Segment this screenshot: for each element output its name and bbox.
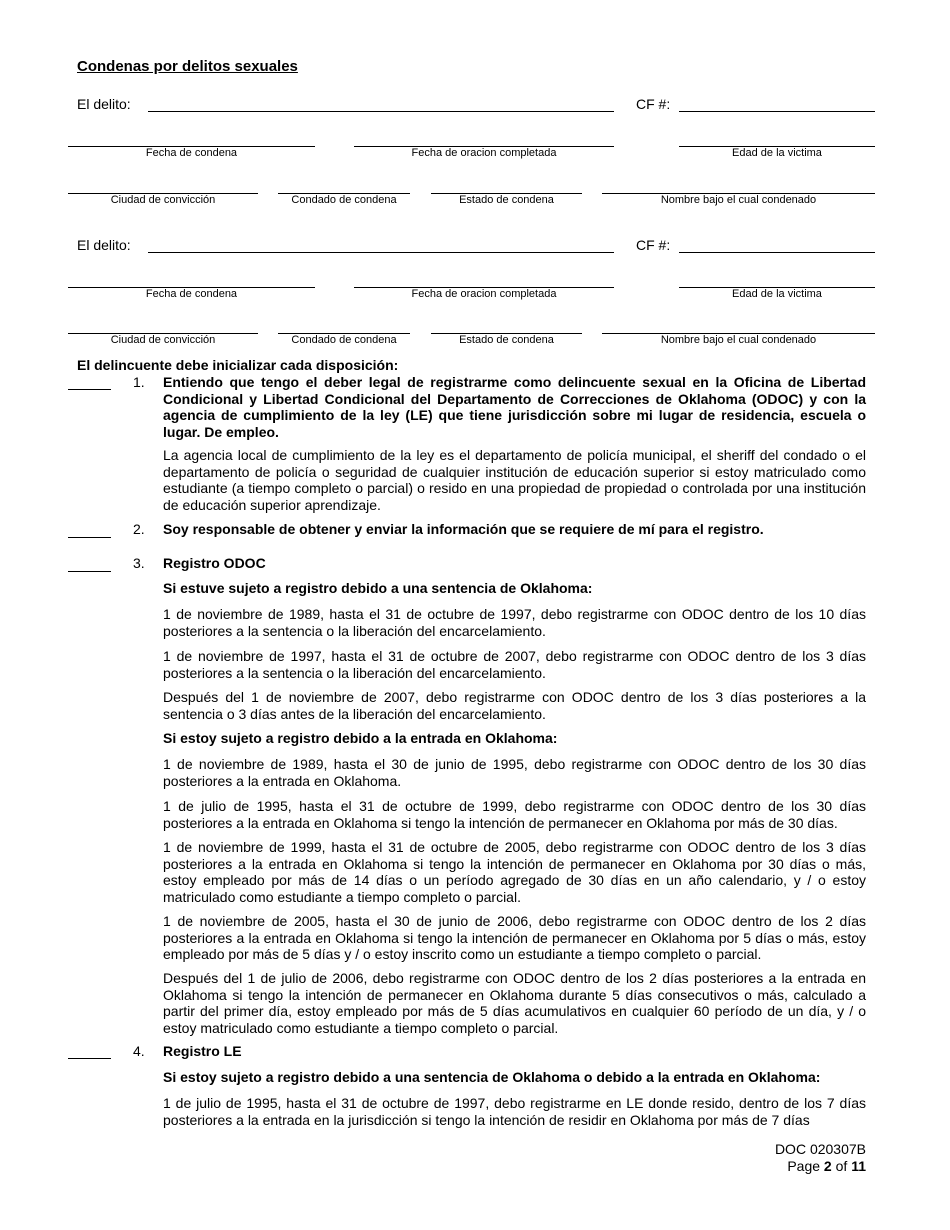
convicted-name-caption: Nombre bajo el cual condenado bbox=[660, 194, 817, 206]
cf-number-field[interactable] bbox=[679, 252, 875, 253]
item-1-paragraph: La agencia local de cumplimiento de la ley es el departamento de policía municipal, el sheriff del condado o el departamento de policía o seguridad de cualquier institución de educación superior si estoy matriculado como estudiante (a tiempo completo o parcial) o resido en una propiedad de propiedad o controlada por una institución de educación superior aprendizaje. bbox=[163, 447, 866, 513]
item-3-paragraph: Después del 1 de noviembre de 2007, debo registrarme con ODOC dentro de los 3 días posteriores a la sentencia o 3 días antes de la liberación del encarcelamiento. bbox=[163, 689, 866, 722]
conviction-city-caption: Ciudad de convicción bbox=[110, 194, 216, 206]
page-current: 2 bbox=[823, 1158, 832, 1174]
victim-age-caption: Edad de la victima bbox=[732, 288, 822, 300]
offense-field[interactable] bbox=[148, 252, 614, 253]
conviction-date-caption: Fecha de condena bbox=[145, 147, 238, 159]
item-number: 4. bbox=[133, 1043, 145, 1059]
cf-label: CF #: bbox=[636, 237, 671, 253]
conviction-state-caption: Estado de condena bbox=[459, 194, 554, 206]
initials-heading: El delincuente debe inicializar cada disposición: bbox=[77, 357, 399, 373]
conviction-county-caption: Condado de condena bbox=[291, 334, 397, 346]
item-number: 2. bbox=[133, 521, 145, 537]
item-3-paragraph: 1 de julio de 1995, hasta el 31 de octubre de 1999, debo registrarme con ODOC dentro de los 30 días posteriores a la entrada en Oklahoma si tengo la intención de permanecer en Oklahoma por más de 30 días. bbox=[163, 798, 866, 831]
item-3-paragraph: 1 de noviembre de 1989, hasta el 31 de octubre de 1997, debo registrarme con ODOC dentro de los 10 días posteriores a la sentencia o la liberación del encarcelamiento. bbox=[163, 606, 866, 639]
item-3-subheading-sentence: Si estuve sujeto a registro debido a una sentencia de Oklahoma: bbox=[163, 580, 593, 596]
document-number: DOC 020307B bbox=[774, 1141, 866, 1157]
item-3-paragraph: 1 de noviembre de 1989, hasta el 30 de junio de 1995, debo registrarme con ODOC dentro de los 30 días posteriores a la entrada en Oklahoma. bbox=[163, 756, 866, 789]
item-4-title: Registro LE bbox=[163, 1043, 242, 1059]
initials-field-3[interactable] bbox=[68, 571, 111, 572]
page-word: Page bbox=[787, 1158, 821, 1174]
item-3-paragraph: 1 de noviembre de 2005, hasta el 30 de junio de 2006, debo registrarme con ODOC dentro de los 2 días posteriores a la entrada en Oklahoma si tengo la intención de permanecer en Oklahoma por 5 días o más, estoy empleado por más de 5 días y / o estoy inscrito como un estudiante a tiempo completo o parcial. bbox=[163, 913, 866, 962]
cf-label: CF #: bbox=[636, 96, 671, 112]
item-3-title: Registro ODOC bbox=[163, 555, 266, 571]
item-4-subheading: Si estoy sujeto a registro debido a una sentencia de Oklahoma o debido a la entrada en Oklahoma: bbox=[163, 1069, 821, 1085]
item-4-paragraph: 1 de julio de 1995, hasta el 31 de octubre de 1997, debo registrarme en LE donde resido, dentro de los 7 días posteriores a la entrada en la jurisdicción si tengo la intención de residir en Oklahoma por más de 7 días bbox=[163, 1095, 866, 1128]
item-number: 1. bbox=[133, 374, 145, 390]
conviction-date-caption: Fecha de condena bbox=[145, 288, 238, 300]
item-3-paragraph: 1 de noviembre de 1997, hasta el 31 de octubre de 2007, debo registrarme con ODOC dentro de los 3 días posteriores a la sentencia o la liberación del encarcelamiento. bbox=[163, 648, 866, 681]
convicted-name-caption: Nombre bajo el cual condenado bbox=[660, 334, 817, 346]
page-of: of bbox=[835, 1158, 848, 1174]
item-2-statement: Soy responsable de obtener y enviar la información que se requiere de mí para el registro. bbox=[163, 521, 764, 537]
initials-field-4[interactable] bbox=[68, 1058, 111, 1059]
initials-field-2[interactable] bbox=[68, 537, 111, 538]
conviction-state-caption: Estado de condena bbox=[459, 334, 554, 346]
cf-number-field[interactable] bbox=[679, 111, 875, 112]
item-3-paragraph: 1 de noviembre de 1999, hasta el 31 de octubre de 2005, debo registrarme con ODOC dentro de los 3 días posteriores a la entrada en Oklahoma si tengo la intención de permanecer en Oklahoma por 30 días o más, estoy empleado por más de 14 días o un período agregado de 30 días en un año calendario, y / o estoy matriculado como estudiante a tiempo completo o parcial. bbox=[163, 839, 866, 905]
victim-age-caption: Edad de la victima bbox=[732, 147, 822, 159]
conviction-city-caption: Ciudad de convicción bbox=[110, 334, 216, 346]
item-3-paragraph: Después del 1 de julio de 2006, debo registrarme con ODOC dentro de los 2 días posteriores a la entrada en Oklahoma si tengo la intención de permanecer en Oklahoma durante 5 días consecutivos o más, calculado a partir del primer día, estoy empleado por más de 5 días acumulativos en cualquier 60 período de un día, y / o estoy matriculado como estudiante a tiempo completo o parcial. bbox=[163, 970, 866, 1036]
offense-label: El delito: bbox=[77, 96, 131, 112]
initials-field-1[interactable] bbox=[68, 389, 111, 390]
item-3-subheading-entry: Si estoy sujeto a registro debido a la entrada en Oklahoma: bbox=[163, 730, 558, 746]
item-1-statement: Entiendo que tengo el deber legal de registrarme como delincuente sexual en la Oficina de Libertad Condicional y Libertad Condicional del Departamento de Correcciones de Oklahoma (ODOC) y con la agencia de cumplimiento de la ley (LE) que tiene jurisdicción sobre mi lugar de residencia, escuela o lugar. De empleo. bbox=[163, 374, 866, 440]
sentence-completed-caption: Fecha de oracion completada bbox=[411, 288, 557, 300]
section-title: Condenas por delitos sexuales bbox=[77, 58, 298, 75]
conviction-county-caption: Condado de condena bbox=[291, 194, 397, 206]
offense-field[interactable] bbox=[148, 111, 614, 112]
page-indicator bbox=[787, 1158, 866, 1174]
item-number: 3. bbox=[133, 555, 145, 571]
page-total: 11 bbox=[851, 1158, 866, 1174]
offense-label: El delito: bbox=[77, 237, 131, 253]
sentence-completed-caption: Fecha de oracion completada bbox=[411, 147, 557, 159]
